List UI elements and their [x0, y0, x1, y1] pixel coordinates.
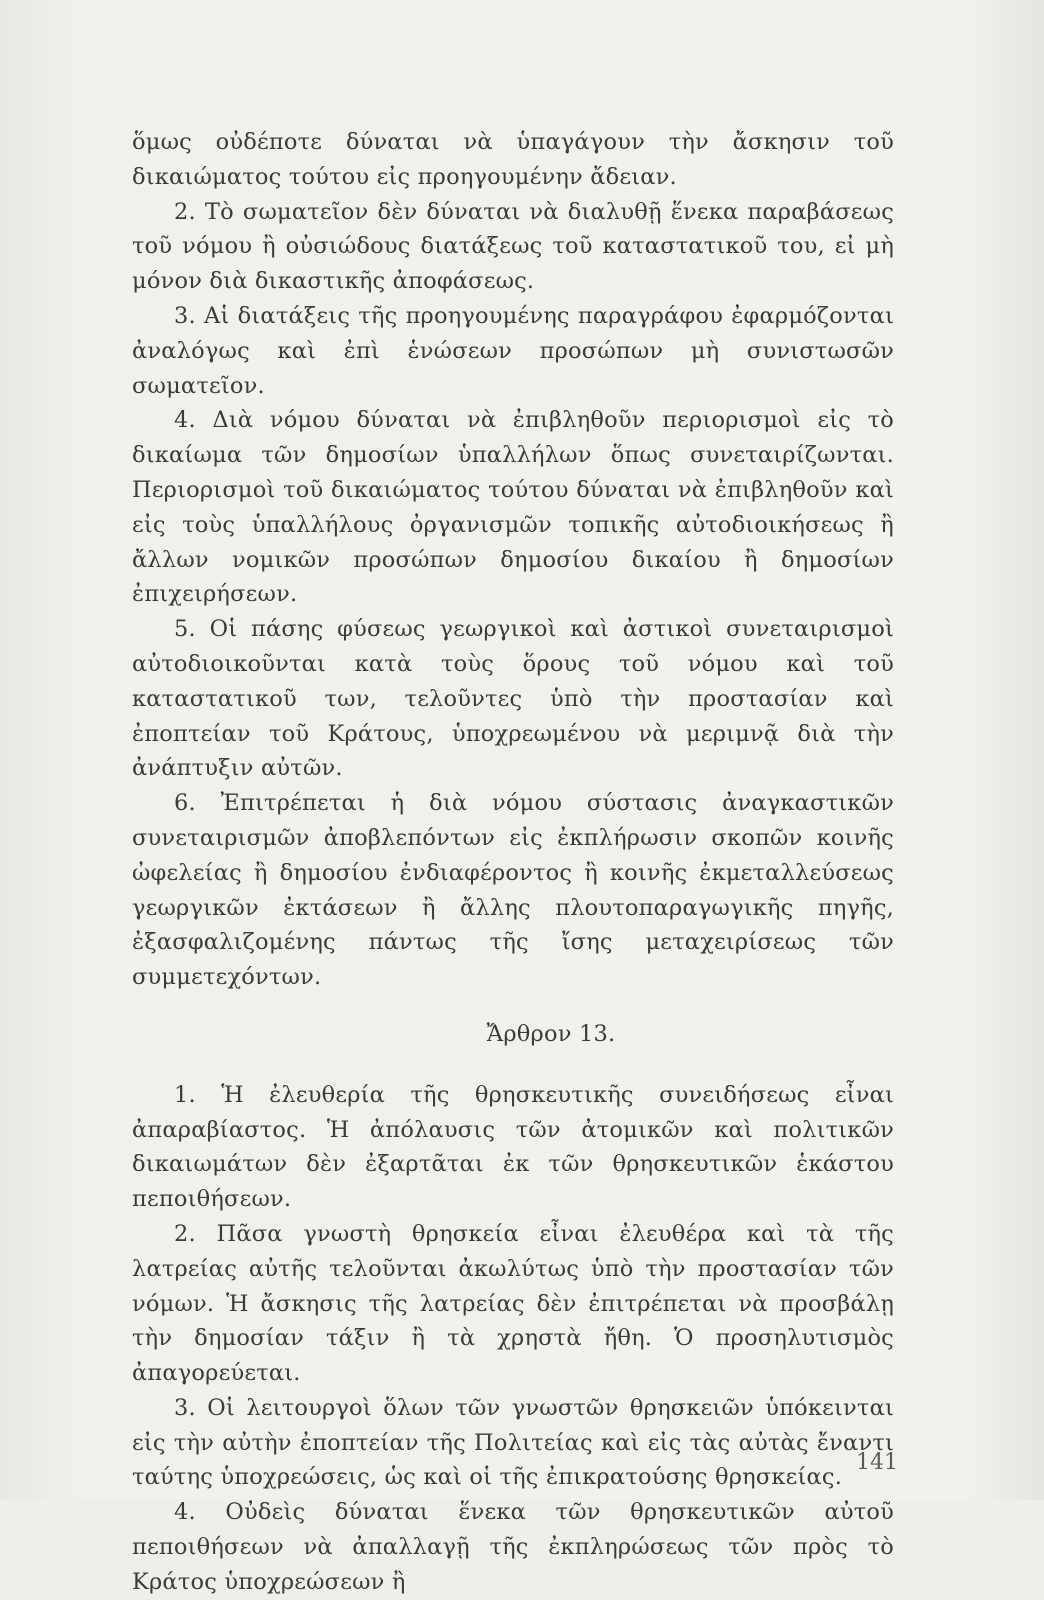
article-heading: Ἄρθρον 13.	[486, 1020, 616, 1047]
paragraph-13-2: 2. Πᾶσα γνωστὴ θρησκεία εἶναι ἐλευθέρα καὶ τὰ τῆς λατρείας αὐτῆς τελοῦνται ἀκωλύτως ὑπὸ τὴν προστασίαν τῶν νόμων. Ἡ ἄσκησις τῆς λατρείας δὲν ἐπιτρέπεται νὰ προσβάλῃ τὴν δημοσίαν τάξιν ἢ τὰ χρηστὰ ἤθη. Ὁ προσηλυτισμὸς ἀπαγορεύεται.	[132, 1220, 894, 1387]
paragraph-13-1: 1. Ἡ ἐλευθερία τῆς θρησκευτικῆς συνειδήσεως εἶναι ἀπαραβίαστος. Ἡ ἀπόλαυσις τῶν ἀτομικῶν καὶ πολιτικῶν δικαιωμάτων δὲν ἐξαρτᾶται ἐκ τῶν θρησκευτικῶν ἑκάστου πεποιθήσεων.	[132, 1081, 894, 1213]
paragraph-continuation: ὅμως οὐδέποτε δύναται νὰ ὑπαγάγουν τὴν ἄσκησιν τοῦ δικαιώματος τούτου εἰς προηγουμένην ἄδειαν.	[132, 129, 894, 190]
paragraph-12-4: 4. Διὰ νόμου δύναται νὰ ἐπιβληθοῦν περιορισμοὶ εἰς τὸ δικαίωμα τῶν δημοσίων ὑπαλλήλων ὅπως συνεταιρίζωνται. Περιορισμοὶ τοῦ δικαιώματος τούτου δύναται νὰ ἐπιβληθοῦν καὶ εἰς τοὺς ὑπαλλήλους ὀργανισμῶν τοπικῆς αὐτοδιοικήσεως ἢ ἄλλων νομικῶν προσώπων δημοσίου δικαίου ἢ δημοσίων ἐπιχειρήσεων.	[132, 407, 894, 608]
paragraph-13-4: 4. Οὐδεὶς δύναται ἕνεκα τῶν θρησκευτικῶν αὐτοῦ πεποιθήσεων νὰ ἀπαλλαγῇ τῆς ἐκπληρώσεως τῶν πρὸς τὸ Κράτος ὑποχρεώσεων ἢ	[132, 1499, 894, 1595]
paragraph-12-2: 2. Τὸ σωματεῖον δὲν δύναται νὰ διαλυθῇ ἕνεκα παραβάσεως τοῦ νόμου ἢ οὐσιώδους διατάξεως τοῦ καταστατικοῦ του, εἰ μὴ μόνον διὰ δικαστικῆς ἀποφάσεως.	[132, 198, 894, 295]
paragraph-13-3: 3. Οἱ λειτουργοὶ ὅλων τῶν γνωστῶν θρησκειῶν ὑπόκεινται εἰς τὴν αὐτὴν ἐποπτείαν τῆς Πολιτείας καὶ εἰς τὰς αὐτὰς ἔναντι ταύτης ὑποχρεώσεις, ὡς καὶ οἱ τῆς ἐπικρατούσης θρησκείας.	[132, 1394, 894, 1491]
paragraph-12-5: 5. Οἱ πάσης φύσεως γεωργικοὶ καὶ ἀστικοὶ συνεταιρισμοὶ αὐτοδιοικοῦνται κατὰ τοὺς ὅρους τοῦ νόμου καὶ τοῦ καταστατικοῦ των, τελοῦντες ὑπὸ τὴν προστασίαν καὶ ἐποπτείαν τοῦ Κράτους, ὑποχρεωμένου νὰ μεριμνᾷ διὰ τὴν ἀνάπτυξιν αὐτῶν.	[132, 616, 894, 782]
paragraph-12-3: 3. Αἱ διατάξεις τῆς προηγουμένης παραγράφου ἐφαρμόζονται ἀναλόγως καὶ ἐπὶ ἑνώσεων προσώπων μὴ συνιστωσῶν σωματεῖον.	[132, 302, 894, 399]
body-text	[132, 125, 894, 1600]
page-number: 141	[856, 1450, 898, 1475]
paragraph-12-6: 6. Ἐπιτρέπεται ἡ διὰ νόμου σύστασις ἀναγκαστικῶν συνεταιρισμῶν ἀποβλεπόντων εἰς ἐκπλήρωσιν σκοπῶν κοινῆς ὠφελείας ἢ δημοσίου ἐνδιαφέροντος ἢ κοινῆς ἐκμεταλλεύσεως γεωργικῶν ἐκτάσεων ἢ ἄλλης πλουτοπαραγωγικῆς πηγῆς, ἐξασφαλιζομένης πάντως τῆς ἴσης μεταχειρίσεως τῶν συμμετεχόντων.	[132, 790, 894, 991]
